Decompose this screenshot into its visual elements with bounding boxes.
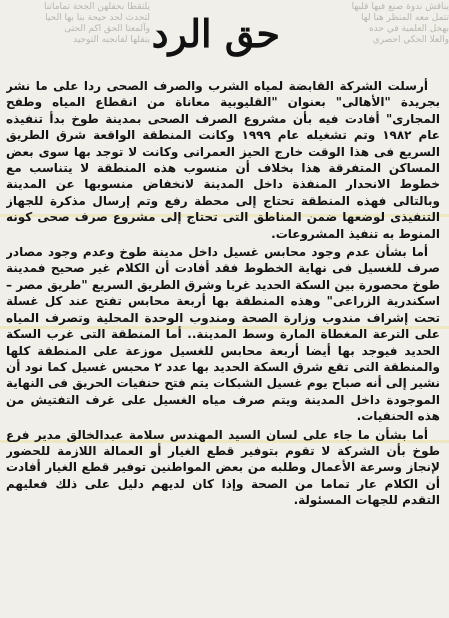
headline: حق الرد [151,11,280,56]
article-paragraph: أما بشأن ما جاء على لسان السيد المهندس سلامة عبدالخالق مدير فرع طوخ بأن الشركة لا تقوم بتوفير قطع الغيار أو العمالة اللازمة للحضور لإنجاز وسرعة الأعمال وطلبه من بعض المواطنين توفير قطع الغيار أفادت أن الكلام عار تماما من الصحة وإذا كان لديهم دليل على ذلك فعليهم التقدم للجهات المسئولة. [6,427,440,508]
bleed-left-column [0,2,150,46]
bleed-line: يلتقطا بحفلهن الجحة تماماتنا [44,2,150,12]
article-body [6,78,440,610]
bleed-line: وآلمعتا الحق اكم الحتى [64,24,150,34]
bleed-line: والعلا الحكي احصري [372,35,449,45]
bleed-right-column [299,2,449,46]
bleed-line: لتحدث لحد حيحة بنا بها الحيا [45,13,150,23]
bleed-line: يناقش ندوة صنع فيها قليها [351,2,449,12]
bleed-line: بهخل العلمية في حده [369,24,449,34]
bleed-line: بنقلها لفانجبه التوحيد [73,35,150,45]
bleed-line: تتمل معه المنظر هنا لها [360,13,449,23]
article-paragraph: أما بشأن عدم وجود محابس غسيل داخل مدينة طوخ وعدم وجود مصادر صرف للغسيل فى نهاية الخطوط فقد أفادت أن الكلام غير صحيح فمدينة طوخ محصورة بين السكة الحديد غربا وشرق الطريق السريع "طريق مصر – اسكندرية الزراعى" وهذه المنطقة بها أربعة محابس تفتح عند كل غسلة تحت إشراف مندوب وزارة الصحة ومندوب الوحدة المحلية وتصرف المياه على الترعة المغطاة المارة وسط المدينة.. أما المنطقة التى غرب السكة الحديد فيوجد بها أيضا أربعة محابس للغسيل موزعة على المنطقة كلها والمنطقة التى تقع شرق السكة الحديد بها عدد ٢ محبس غسيل كما نود أن نشير إلى أنه صباح يوم غسيل الشبكات يتم فتح حنفيات الحريق فى النهاية الموجودة داخل المدينة ويتم صرف مياه الغسيل على غرف التفتيش من هذه الحنفيات. [6,245,440,424]
article-paragraph: أرسلت الشركة القابضة لمياه الشرب والصرف الصحى ردا على ما نشر بجريدة "الأهالى" بعنوان "القليوبية معاناة من انقطاع المياه وطفح المجارى" أفادت فيه بأن مشروع الصرف الصحى بمدينة طوخ بدأ تنفيذه عام ١٩٨٢ وتم تشغيله عام ١٩٩٩ وكانت المنطقة الواقعة شرق الطريق السريع فى هذا الوقت خارج الحيز العمرانى وكانت لا توجد بها سوى بعض المساكن المتفرقة هذا بخلاف أن منسوب هذه المنطقة لا يتناسب مع خطوط الانحدار المنفذة داخل المدينة لانخفاض منسوبها عن المدينة وبالتالى فهذه المنطقة تحتاج إلى محطة رفع وتم إرسال مذكرة للجهاز التنفيذى لوضعها ضمن المناطق التى تحتاج إلى مشروع صرف صحى كونه المنوط به تنفيذ المشروعات. [6,79,440,241]
